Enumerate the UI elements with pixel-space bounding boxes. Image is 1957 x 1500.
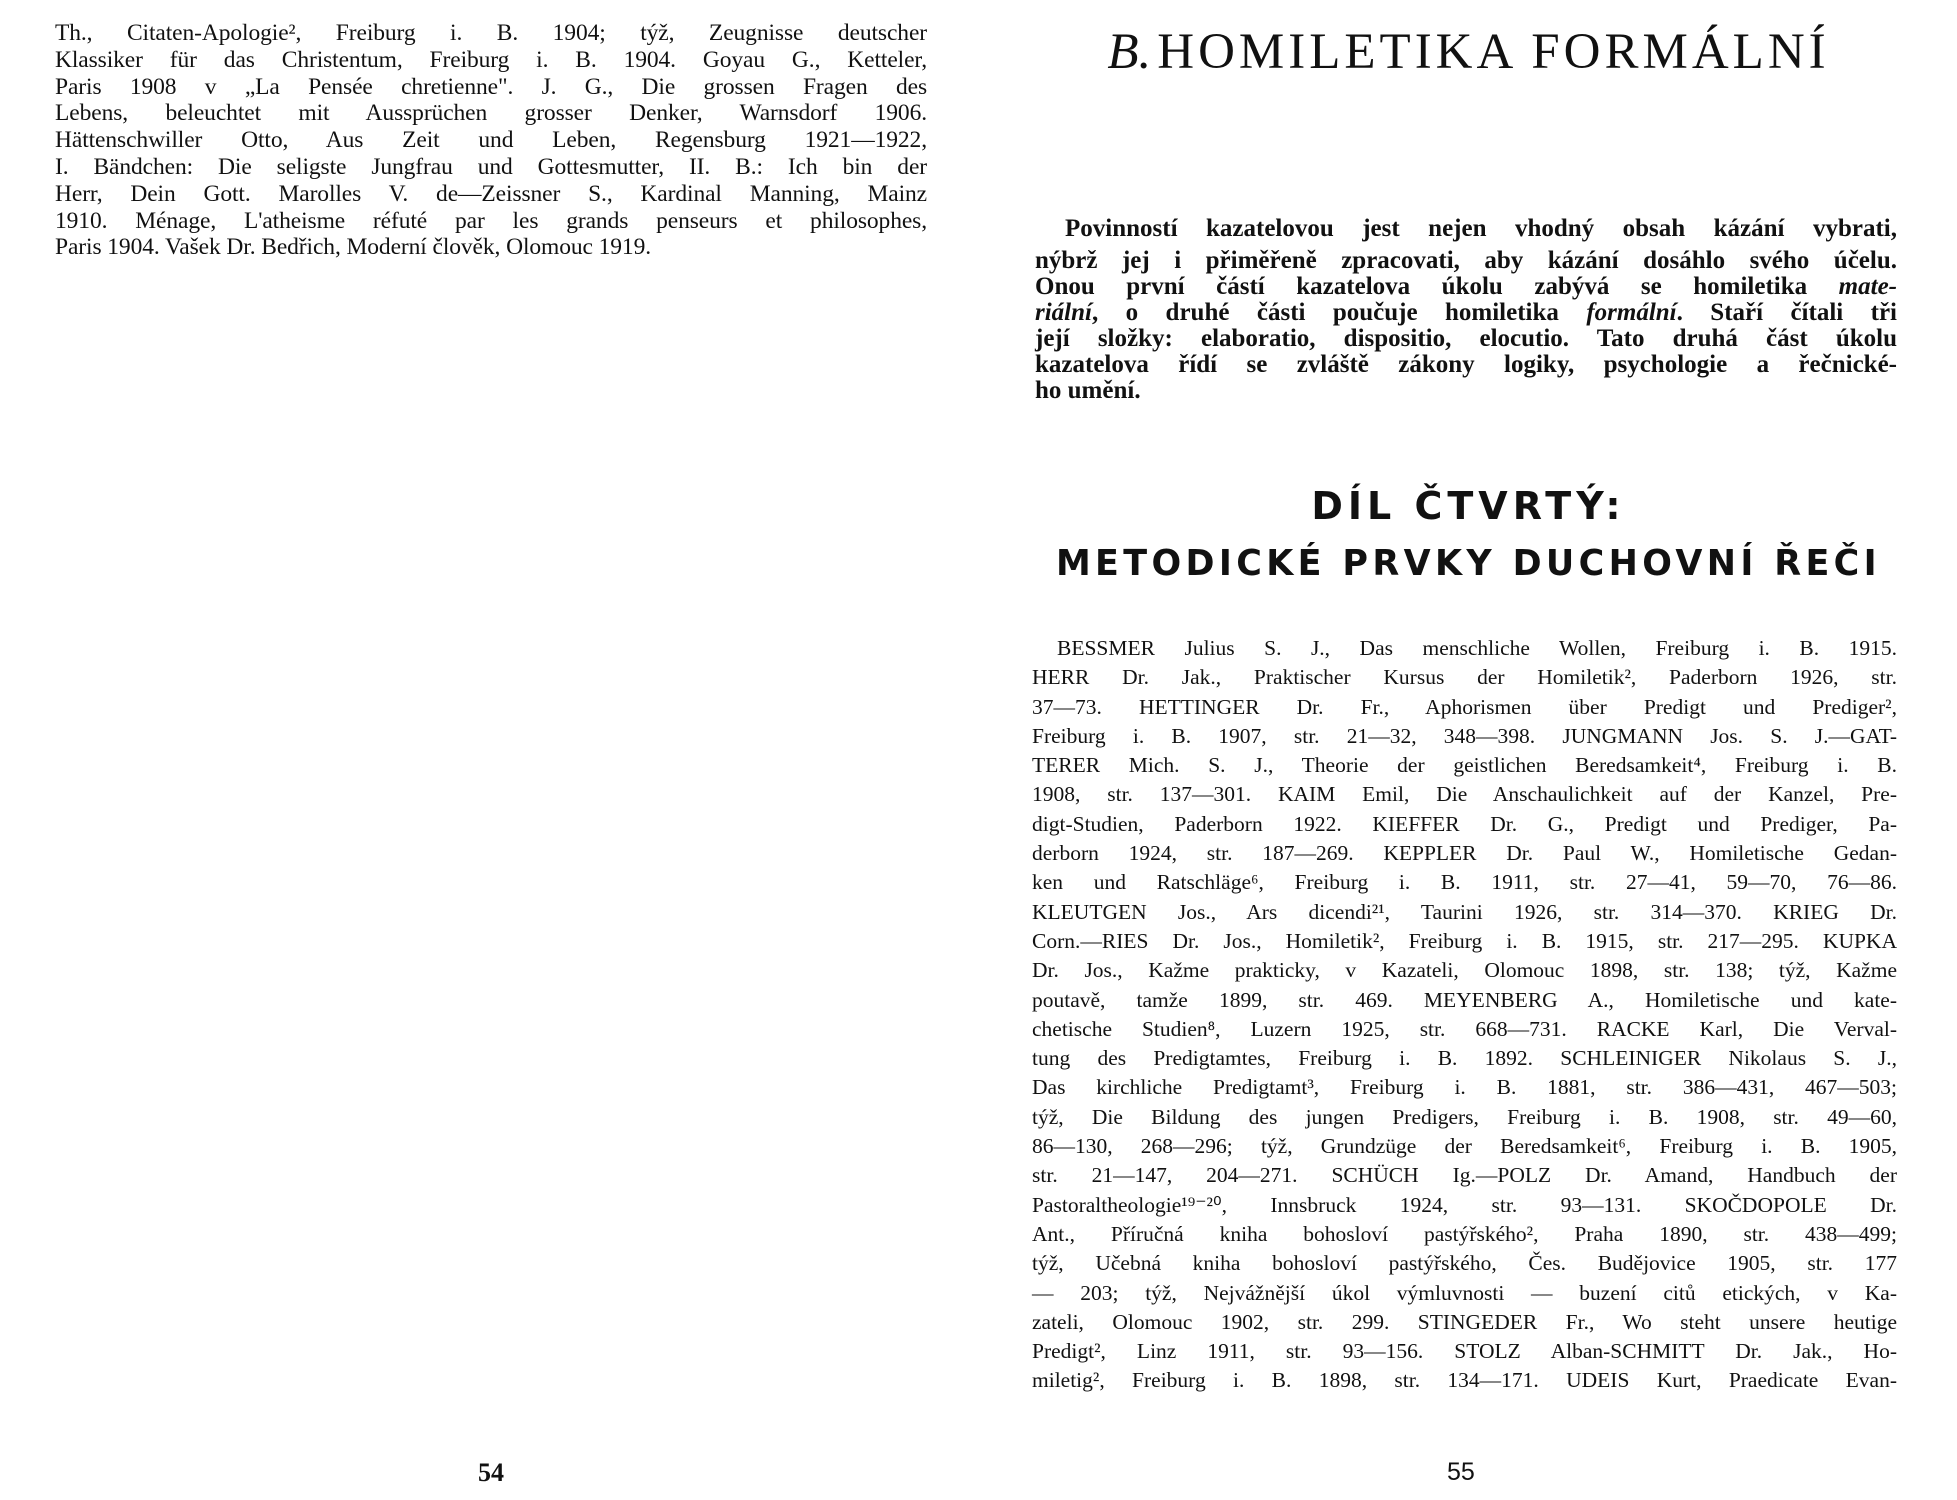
intro-line bbox=[1035, 300, 1897, 326]
left-page-bibliography bbox=[55, 20, 927, 261]
bibliography-line: Klassiker für das Christentum, Freiburg i. B. 1904. Goyau G., Ketteler, bbox=[55, 46, 927, 73]
bibliography-line: Predigt², Linz 1911, str. 93—156. STOLZ Alban-SCHMITT Dr. Jak., Ho- bbox=[1032, 1339, 1897, 1364]
intro-line bbox=[1035, 274, 1897, 300]
page-number-left: 54 bbox=[478, 1458, 504, 1487]
bibliography-line: str. 21—147, 204—271. SCHÜCH Ig.—POLZ Dr. Amand, Handbuch der bbox=[1032, 1163, 1897, 1188]
bibliography-line: poutavě, tamže 1899, str. 469. MEYENBERG A., Homiletische und kate- bbox=[1032, 987, 1897, 1012]
intro-line: její složky: elaboratio, dispositio, elocutio. Tato druhá část úkolu bbox=[1035, 325, 1897, 352]
right-page-bibliography bbox=[1032, 634, 1897, 1396]
page-number-right: 55 bbox=[1447, 1458, 1475, 1486]
bibliography-line: 1910. Ménage, L'atheisme réfuté par les grands penseurs et philosophes, bbox=[55, 207, 927, 234]
intro-text: , o druhé části poučuje homiletika bbox=[1091, 299, 1587, 326]
bibliography-line: digt-Studien, Paderborn 1922. KIEFFER Dr. G., Predigt und Prediger, Pa- bbox=[1032, 811, 1897, 836]
bibliography-line: ken und Ratschläge⁶, Freiburg i. B. 1911, str. 27—41, 59—70, 76—86. bbox=[1032, 870, 1897, 895]
bibliography-line: miletig², Freiburg i. B. 1898, str. 134—171. UDEIS Kurt, Praedicate Evan- bbox=[1032, 1368, 1897, 1393]
section-letter: B. bbox=[1107, 24, 1152, 80]
intro-text: . Staří čítali tři bbox=[1676, 299, 1898, 326]
italic-term-materialni-cont: riální bbox=[1035, 299, 1092, 326]
part-heading: DÍL ČTVRTÝ: bbox=[1311, 484, 1626, 528]
bibliography-line: Das kirchliche Predigtamt³, Freiburg i. B. 1881, str. 386—431, 467—503; bbox=[1032, 1075, 1897, 1100]
bibliography-line: týž, Die Bildung des jungen Predigers, Freiburg i. B. 1908, str. 49—60, bbox=[1032, 1104, 1897, 1129]
bibliography-line: BESSMER Julius S. J., Das menschliche Wollen, Freiburg i. B. 1915. bbox=[1057, 636, 1897, 660]
bibliography-line: KLEUTGEN Jos., Ars dicendi²¹, Taurini 1926, str. 314—370. KRIEG Dr. bbox=[1032, 899, 1897, 924]
bibliography-line: I. Bändchen: Die seligste Jungfrau und Gottesmutter, II. B.: Ich bin der bbox=[55, 153, 927, 180]
bibliography-line: — 203; týž, Nejvážnější úkol výmluvnosti — buzení citů etických, v Ka- bbox=[1032, 1280, 1897, 1305]
section-title-text: HOMILETIKA FORMÁLNÍ bbox=[1157, 24, 1830, 80]
part-subtitle: METODICKÉ PRVKY DUCHOVNÍ ŘEČI bbox=[1055, 543, 1882, 584]
italic-term-materialni: mate- bbox=[1838, 273, 1897, 300]
bibliography-line: Paris 1904. Vašek Dr. Bedřich, Moderní člověk, Olomouc 1919. bbox=[55, 234, 651, 261]
bibliography-line: TERER Mich. S. J., Theorie der geistlichen Beredsamkeit⁴, Freiburg i. B. bbox=[1032, 753, 1897, 778]
intro-line: nýbrž jej i přiměřeně zpracovati, aby kázání dosáhlo svého účelu. bbox=[1035, 247, 1897, 274]
bibliography-line: chetische Studien⁸, Luzern 1925, str. 668—731. RACKE Karl, Die Verval- bbox=[1032, 1016, 1897, 1041]
bibliography-line: 86—130, 268—296; týž, Grundzüge der Beredsamkeit⁶, Freiburg i. B. 1905, bbox=[1032, 1134, 1897, 1159]
bibliography-line: Th., Citaten-Apologie², Freiburg i. B. 1904; týž, Zeugnisse deutscher bbox=[55, 20, 927, 46]
intro-text: Onou první částí kazatelova úkolu zabývá se homiletika bbox=[1035, 273, 1839, 300]
bibliography-line: Pastoraltheologie¹⁹⁻²⁰, Innsbruck 1924, str. 93—131. SKOČDOPOLE Dr. bbox=[1032, 1192, 1897, 1217]
bibliography-line: 1908, str. 137—301. KAIM Emil, Die Anschaulichkeit auf der Kanzel, Pre- bbox=[1032, 782, 1897, 807]
section-title bbox=[980, 24, 1957, 80]
bibliography-line: Herr, Dein Gott. Marolles V. de—Zeissner S., Kardinal Manning, Mainz bbox=[55, 180, 927, 207]
bibliography-line: tung des Predigtamtes, Freiburg i. B. 1892. SCHLEINIGER Nikolaus S. J., bbox=[1032, 1046, 1897, 1071]
bibliography-line: derborn 1924, str. 187—269. KEPPLER Dr. Paul W., Homiletische Gedan- bbox=[1032, 841, 1897, 866]
bibliography-line: Corn.—RIES Dr. Jos., Homiletik², Freiburg i. B. 1915, str. 217—295. KUPKA bbox=[1032, 928, 1897, 953]
bibliography-line: 37—73. HETTINGER Dr. Fr., Aphorismen über Predigt und Prediger², bbox=[1032, 694, 1897, 719]
bibliography-line: Paris 1908 v „La Pensée chretienne". J. G., Die grossen Fragen des bbox=[55, 73, 927, 100]
bibliography-line: týž, Učebná kniha bohosloví pastýřského, Čes. Budějovice 1905, str. 177 bbox=[1032, 1251, 1897, 1276]
bibliography-line: Freiburg i. B. 1907, str. 21—32, 348—398. JUNGMANN Jos. S. J.—GAT- bbox=[1032, 723, 1897, 748]
bibliography-line: Lebens, beleuchtet mit Aussprüchen grosser Denker, Warnsdorf 1906. bbox=[55, 100, 927, 127]
bibliography-line: Ant., Příručná kniha bohosloví pastýřského², Praha 1890, str. 438—499; bbox=[1032, 1221, 1897, 1246]
bibliography-line: zateli, Olomouc 1902, str. 299. STINGEDER Fr., Wo steht unsere heutige bbox=[1032, 1309, 1897, 1334]
bibliography-line: Hättenschwiller Otto, Aus Zeit und Leben, Regensburg 1921—1922, bbox=[55, 127, 927, 154]
bibliography-line: HERR Dr. Jak., Praktischer Kursus der Homiletik², Paderborn 1926, str. bbox=[1032, 665, 1897, 690]
intro-line: ho umění. bbox=[1035, 377, 1141, 404]
right-page bbox=[980, 0, 1957, 1500]
intro-line: Povinností kazatelovou jest nejen vhodný obsah kázání vybrati, bbox=[1065, 215, 1897, 242]
bibliography-line: Dr. Jos., Kažme prakticky, v Kazateli, Olomouc 1898, str. 138; týž, Kažme bbox=[1032, 958, 1897, 983]
intro-paragraph bbox=[1035, 216, 1897, 404]
intro-line: kazatelova řídí se zvláště zákony logiky, psychologie a řečnické- bbox=[1035, 351, 1897, 378]
italic-term-formalni: formální bbox=[1586, 299, 1677, 326]
